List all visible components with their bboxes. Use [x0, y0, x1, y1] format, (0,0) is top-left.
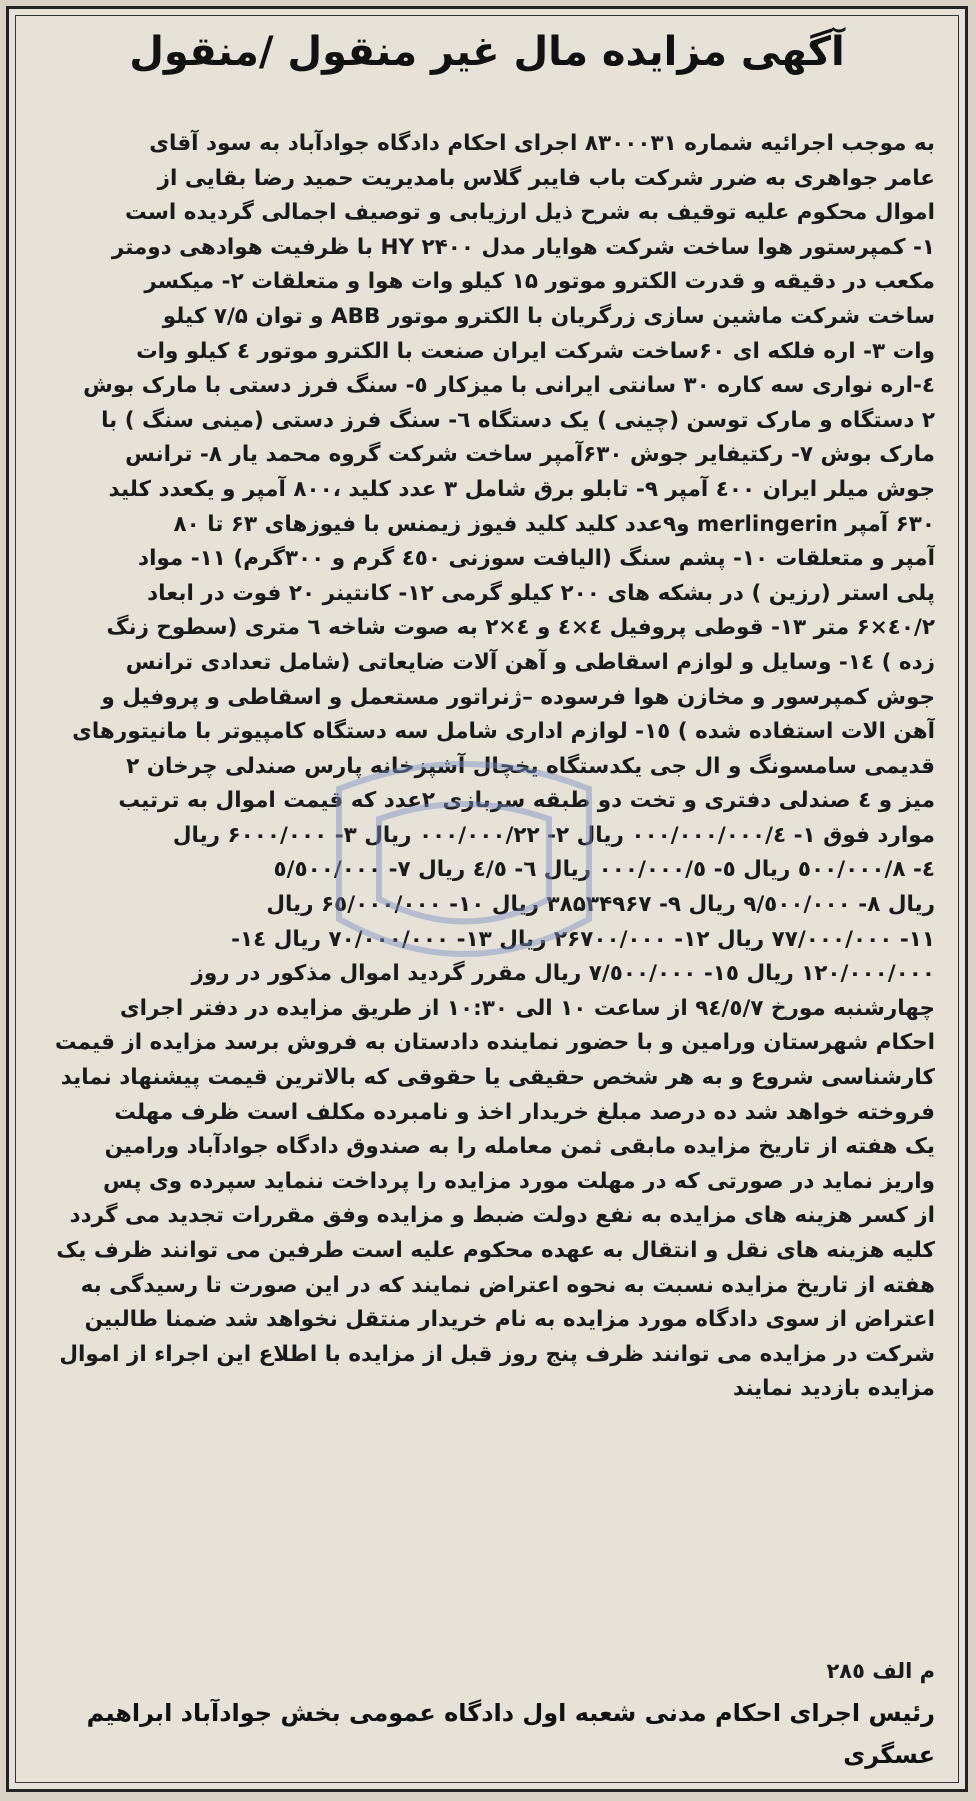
body-line: پلی استر (رزین ) در بشکه های ۲۰۰ کیلو گرمی ۱۲- کانتینر ۲۰ فوت در ابعاد [147, 580, 935, 606]
body-line: کارشناسی شروع و به هر شخص حقیقی یا حقوقی که بالاترین قیمت پیشنهاد نماید [60, 1065, 935, 1091]
body-line: مزایده بازدید نمایند [732, 1376, 935, 1402]
signature-line-1: رئیس اجرای احکام مدنی شعبه اول دادگاه عمومی بخش جوادآباد ابراهیم [86, 1699, 935, 1727]
body-line: جوش کمپرسور و مخازن هوا فرسوده –ژنراتور مستعمل و اسقاطی و پروفیل و [101, 684, 935, 710]
body-line: ۱۱- ۷۷/۰۰۰/۰۰۰ ریال ۱۲- ۲۶۷۰۰/۰۰۰ ریال ۱۳- ۷۰/۰۰۰/۰۰۰ ریال ۱٤- [231, 926, 935, 952]
body-line: میز و ٤ صندلی دفتری و تخت دو طبقه سربازی ۲عدد که قیمت اموال به ترتیب [118, 788, 935, 814]
body-line: چهارشنبه مورخ ۹٤/٥/۷ از ساعت ۱۰ الی ۱۰:۳۰ از طریق مزایده در دفتر اجرای [119, 995, 935, 1021]
notice-sheet [6, 6, 968, 1792]
body-line: ٤- ۸/٥۰۰/۰۰۰ ریال ٥- ۰۰۰/۰۰۰/٥ ریال ٦- ٤/٥ ریال ۷- ٥/٥۰۰/۰۰۰ [273, 857, 935, 883]
body-line: ساخت شرکت ماشین سازی زرگریان با الکترو موتور ABB و توان ۷/۵ کیلو [162, 303, 935, 329]
body-line: موارد فوق ۱- ۰۰۰/۰۰۰/۰۰۰/٤ ریال ۲- ۰۰۰/۰۰۰/۲۲ ریال ۳- ۶۰۰۰/۰۰۰ ریال [172, 822, 935, 848]
body-line: آهن الات استفاده شده ) ۱٥- لوازم اداری شامل سه دستگاه کامپیوتر با مانیتورهای [72, 719, 935, 745]
body-line: از کسر هزینه های مزایده به نفع دولت ضبط و مزایده وفق مقررات تجدید می گردد [69, 1203, 935, 1229]
notice-title: آگهی مزایده مال غیر منقول /منقول [129, 29, 845, 75]
body-line: مارک بوش ۷- رکتیفایر جوش ۶۳۰آمپر ساخت شرکت گروه محمد یار ۸- ترانس [125, 442, 935, 468]
notice-body [39, 127, 935, 1407]
body-line: جوش میلر ایران ٤٠٠ آمپر ٩- تابلو برق شامل ۳ عدد کلید ،۸۰۰ آمپر و یکعدد کلید [108, 476, 935, 502]
body-line: اموال محکوم علیه توقیف به شرح ذیل ارزیابی و توصیف اجمالی گردیده است [125, 200, 935, 226]
body-line: آمپر و متعلقات ۱۰- پشم سنگ (الیافت سوزنی ٤٥٠ گرم و ۳۰۰گرم) ۱۱- مواد [138, 546, 935, 572]
body-line: به موجب اجرائیه شماره ۸۳۰۰۰۳۱ اجرای احکام دادگاه جوادآباد به سود آقای [149, 131, 935, 156]
body-line: ۱۲۰/۰۰۰/۰۰۰ ریال ۱٥- ۷/٥۰۰/۰۰۰ ریال مقرر گردید اموال مذکور در روز [191, 961, 935, 987]
body-line: عامر جواهری به ضرر شرکت باب فایبر گلاس بامدیریت حمید رضا بقایی از [157, 165, 935, 191]
body-line: اعتراض از سوی دادگاه مورد مزایده به نام خریدار منتقل نخواهد شد ضمنا طالبین [84, 1307, 935, 1333]
body-line: مکعب در دقیقه و قدرت الکترو موتور ۱۵ کیلو وات هوا و متعلقات ۲- میکسر [144, 269, 935, 295]
body-line: ۶۳۰ آمپر merlingerin و۹عدد کلید کلید فیوز زیمنس با فیوزهای ۶۳ تا ۸۰ [173, 511, 935, 537]
body-line: واریز نماید در صورتی که در مهلت مورد مزایده را پرداخت ننماید سپرده وی پس [103, 1168, 935, 1194]
body-line: وات ۳- اره فلکه ای ۶۰ساخت شرکت ایران صنعت با الکترو موتور ٤ کیلو وات [136, 338, 935, 364]
body-line: ۲/٤٠×۶ متر ۱۳- قوطی پروفیل ٤×٤ و ٤×۲ به صوت شاخه ٦ متری (سطوح زنگ [106, 615, 935, 641]
body-line: قدیمی سامسونگ و ال جی یکدستگاه یخچال آشپزخانه پارس صندلی چرخان ۲ [126, 753, 935, 779]
body-line: احکام شهرستان ورامین و با حضور نماینده دادستان به فروش برسد مزایده از قیمت [54, 1030, 935, 1056]
body-line: فروخته خواهد شد ده درصد مبلغ خریدار اخذ و نامبرده مکلف است ظرف مهلت [114, 1099, 935, 1125]
body-line: کلیه هزینه های نقل و انتقال به عهده محکوم علیه است طرفین می توانند ظرف یک [56, 1238, 935, 1263]
body-line: زده ) ۱٤- وسایل و لوازم اسقاطی و آهن آلات ضایعاتی (شامل تعدادی ترانس [125, 649, 935, 675]
body-line: ٤-اره نواری سه کاره ۳۰ سانتی ایرانی با میزکار ٥- سنگ فرز دستی با مارک بوش [83, 373, 935, 399]
body-line: ۲ دستگاه و مارک توسن (چینی ) یک دستگاه ٦- سنگ فرز دستی (مینی سنگ ) با [101, 407, 935, 433]
body-line: ۱- کمپرستور هوا ساخت شرکت هوایار مدل ۲۴۰۰ HY با ظرفیت هوادهی دومتر [111, 234, 935, 260]
body-line: یک هفته از تاریخ مزایده مابقی ثمن معامله را به صندوق دادگاه جوادآباد ورامین [104, 1134, 935, 1160]
body-line: هفته از تاریخ مزایده نسبت به نحوه اعتراض نمایند که در این صورت تا رسیدگی به [80, 1272, 935, 1298]
reference-number: م الف ۲۸٥ [826, 1659, 935, 1683]
body-line: ریال ۸- ۹/٥۰۰/۰۰۰ ریال ۹- ۳۸۵۳۴۹۶۷ ریال ۱۰- ۶٥/۰۰۰/۰۰۰ ریال [266, 892, 935, 918]
signature-line-2: عسگری [843, 1741, 935, 1769]
body-line: شرکت در مزایده می توانند ظرف پنج روز قبل از مزایده با اطلاع این اجراء از اموال [59, 1341, 935, 1367]
